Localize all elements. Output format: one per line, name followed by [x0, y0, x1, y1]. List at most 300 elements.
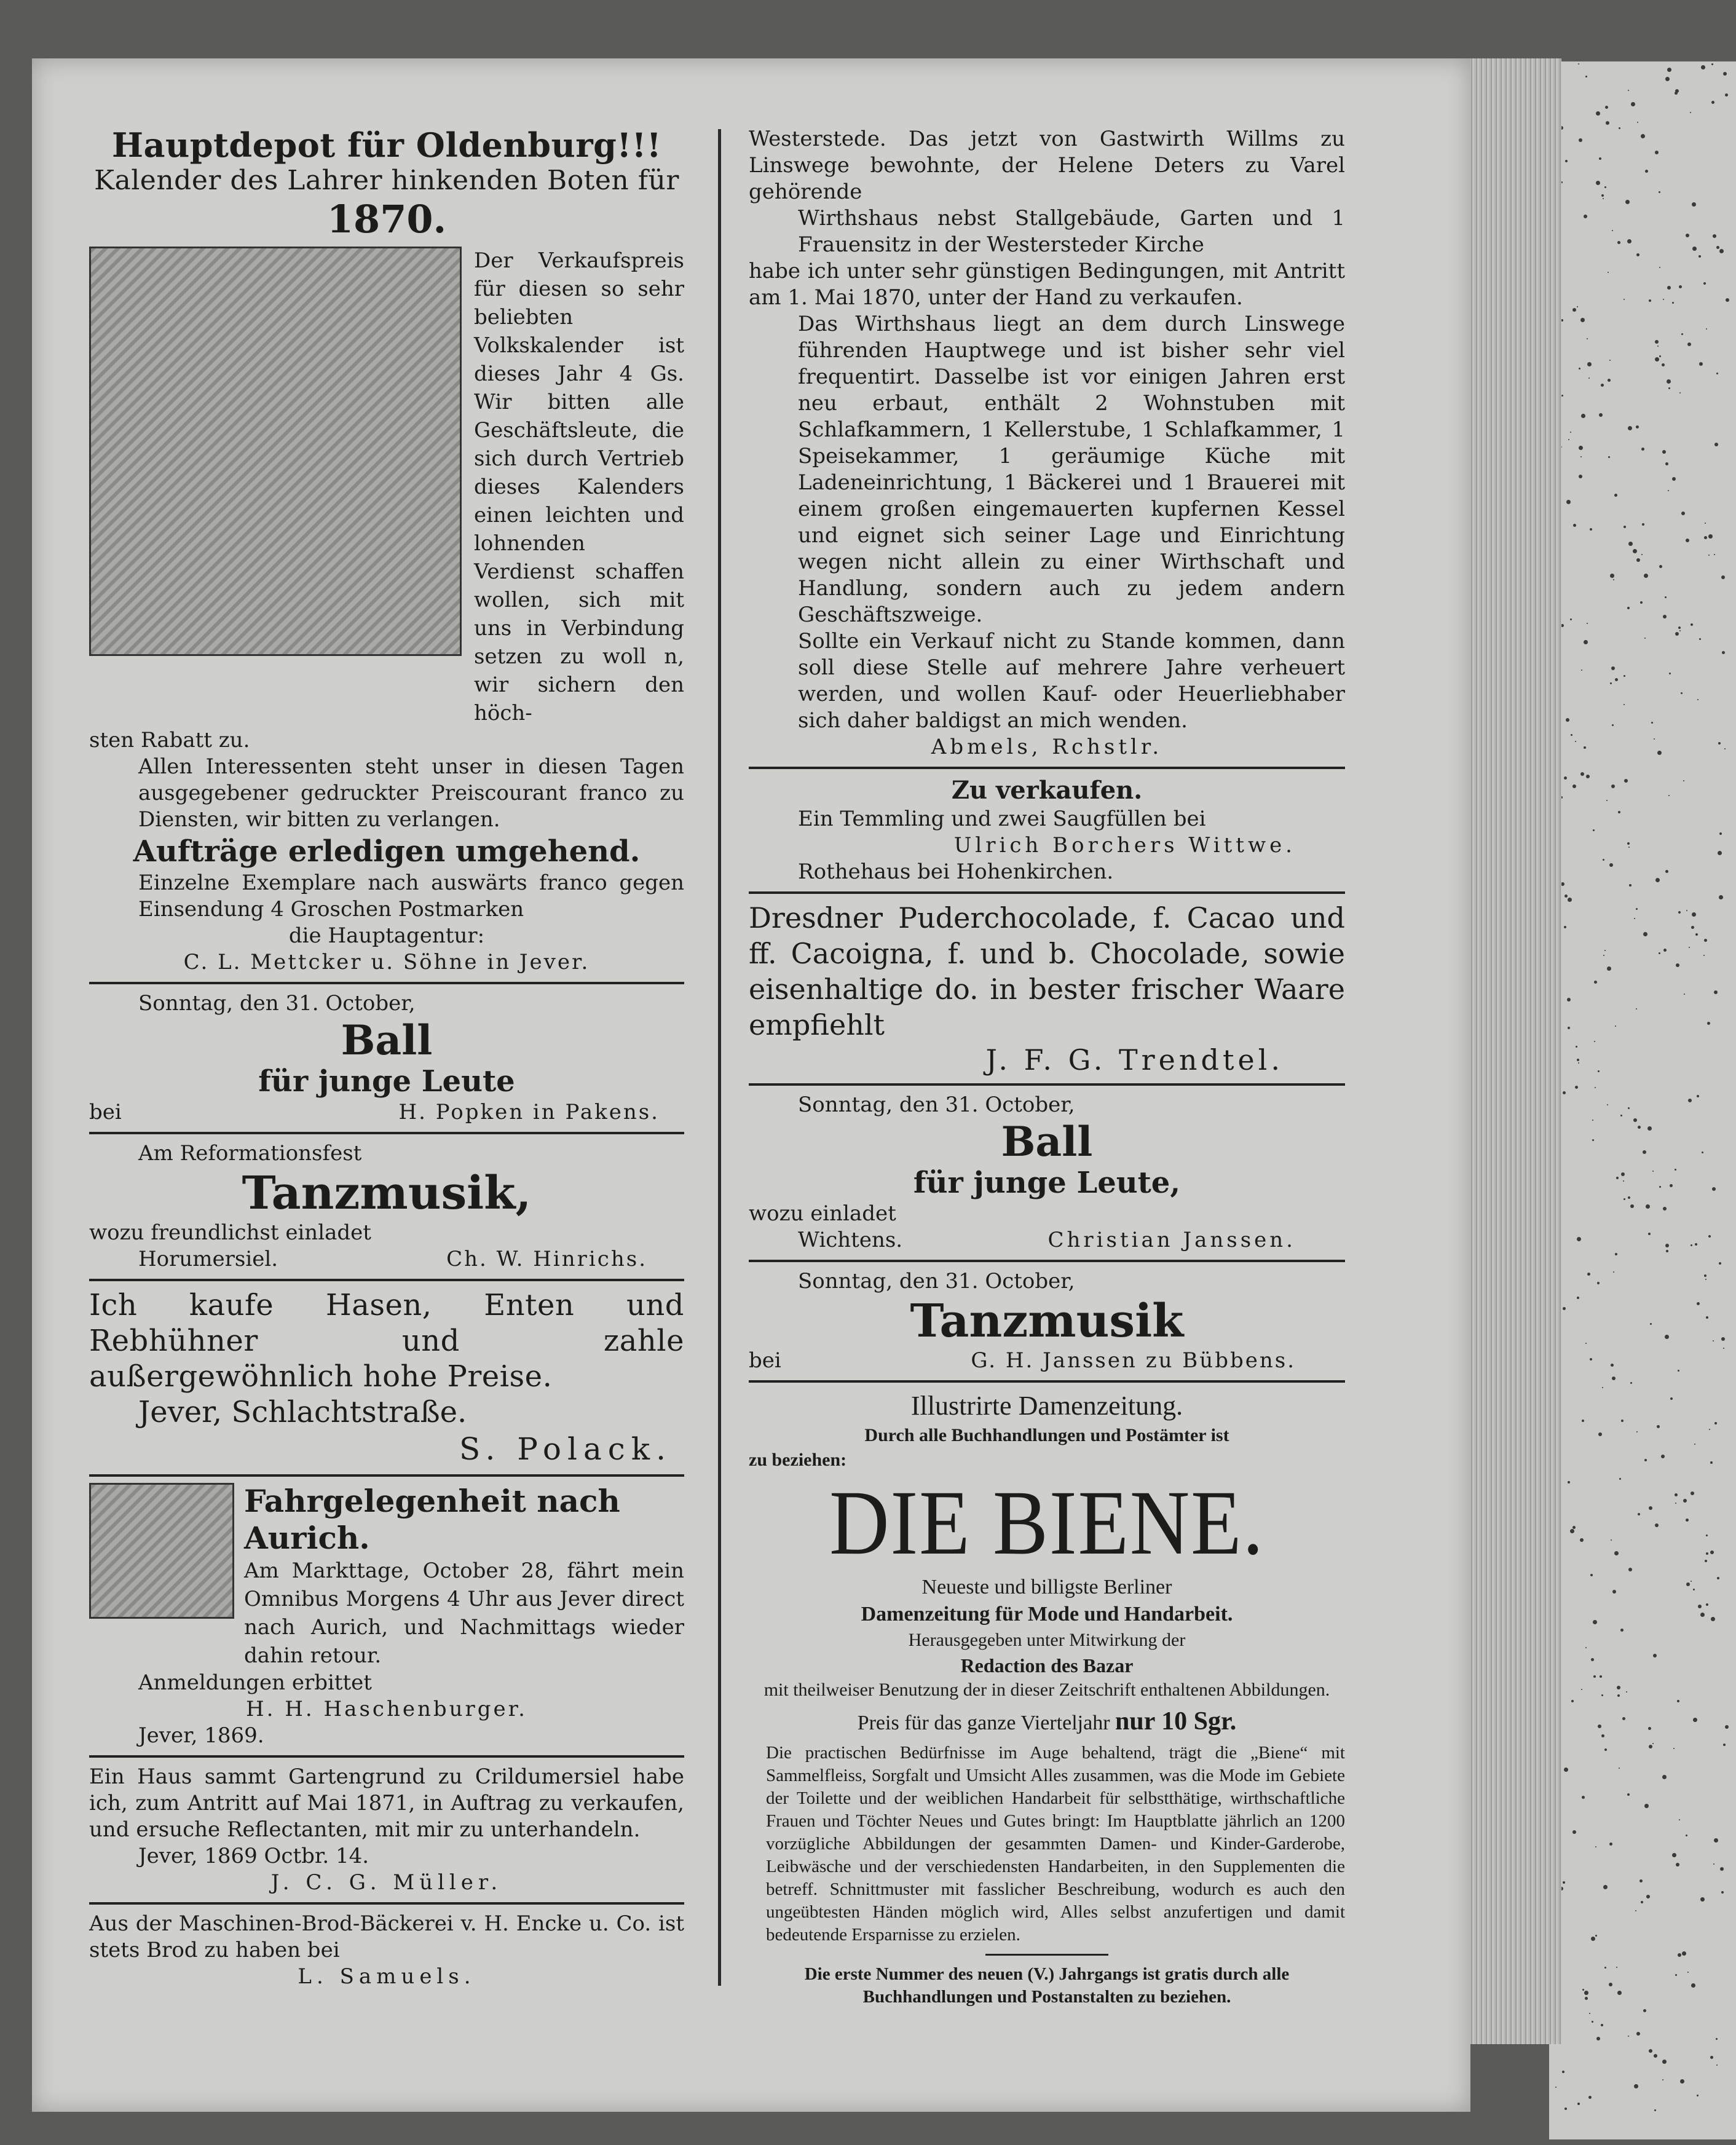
ad-zu-verkaufen [749, 775, 1345, 885]
flyleaf-speck [1580, 1538, 1584, 1542]
flyleaf-speck [1641, 134, 1645, 138]
flyleaf-speck [1709, 1429, 1710, 1430]
flyleaf-speck [1604, 186, 1606, 188]
flyleaf-speck [1595, 1087, 1596, 1088]
left-column [89, 126, 684, 1990]
flyleaf-speck [1706, 1603, 1708, 1606]
flyleaf-speck [1622, 1717, 1625, 1720]
flyleaf-speck [1603, 859, 1604, 861]
flyleaf-speck [1659, 191, 1660, 193]
flyleaf-speck [1655, 357, 1659, 361]
ad-body-2: Allen Interessenten steht unser in diesen Tagen ausgegebener gedruckter Preiscourant franco zu Diensten, wir bitten zu verlangen. [138, 754, 684, 832]
flyleaf-speck [1663, 1207, 1667, 1211]
flyleaf-speck [1644, 1804, 1649, 1808]
flyleaf-speck [1603, 198, 1604, 199]
flyleaf-speck [1668, 795, 1670, 796]
flyleaf-speck [1691, 1244, 1692, 1246]
ball-at: bei [89, 1100, 122, 1124]
column-divider [718, 129, 721, 1986]
omnibus-illustration [89, 1483, 234, 1619]
flyleaf-speck [1576, 1046, 1577, 1048]
flyleaf-speck [1609, 863, 1613, 867]
flyleaf-speck [1713, 234, 1716, 238]
rule [89, 1755, 684, 1758]
flyleaf-speck [1636, 2032, 1640, 2036]
flyleaf-speck [1708, 1235, 1711, 1238]
flyleaf-speck [1570, 432, 1571, 433]
flyleaf-speck [1714, 554, 1715, 555]
ad-tanz-left [89, 1140, 684, 1273]
ball-title: Ball [1001, 1118, 1093, 1166]
flyleaf-speck [1686, 234, 1689, 237]
ball-date: Sonntag, den 31. October, [798, 1092, 1075, 1117]
flyleaf-speck [1678, 626, 1681, 629]
flyleaf-speck [1615, 1025, 1616, 1027]
flyleaf-speck [1670, 1184, 1673, 1187]
flyleaf-speck [1579, 475, 1582, 478]
flyleaf-speck [1686, 539, 1689, 542]
flyleaf-speck [1665, 1244, 1669, 1247]
flyleaf-speck [1705, 1560, 1707, 1562]
flyleaf-speck [1723, 1348, 1724, 1349]
flyleaf-speck [1691, 1983, 1695, 1988]
flyleaf-speck [1675, 1493, 1678, 1496]
flyleaf-speck [1675, 1974, 1677, 1976]
biene-body: Die practischen Bedürfnisse im Auge behaltend, trägt die „Biene“ mit Sammelfleiss, Sorgfalt und Umsicht Alles zusammen, was die Mode im Gebiete der Toilette und der weiblichen Handarbeit für selbstthätige, wirthschaftliche Frauen und Töchter Neues und Gutes bringt: Im Hauptblatte jährlich an 1200 vorzügliche Abbildungen der gesammten Damen- und Kinder-Garderobe, Leibwäsche und der verschiedensten Handarbeiten, in den Supplementen die betreff. Schnittmuster mit fasslicher Beschreibung, wodurch es auch den ungeübtesten Händen möglich wird, Alles selbst anzufertigen und damit bedeutende Ersparnisse zu erzielen. [766, 1743, 1345, 1945]
ad-headline: Aufträge erledigen umgehend. [133, 834, 641, 869]
flyleaf-speck [1624, 299, 1625, 300]
flyleaf-speck [1590, 1358, 1592, 1361]
flyleaf-speck [1711, 1617, 1715, 1621]
flyleaf-speck [1692, 202, 1696, 207]
rule [749, 891, 1345, 894]
flyleaf-speck [1675, 92, 1678, 95]
flyleaf-speck [1593, 1675, 1596, 1678]
flyleaf-speck [1663, 615, 1667, 618]
flyleaf-speck [1628, 90, 1629, 91]
flyleaf-speck [1681, 692, 1683, 694]
flyleaf-speck [1587, 362, 1592, 366]
flyleaf-speck [1636, 425, 1639, 429]
biene-footer: Die erste Nummer des neuen (V.) Jahrgangs ist gratis durch alle Buchhandlungen und Postanstalten zu beziehen. [804, 1964, 1290, 2007]
flyleaf-speck [1598, 1724, 1601, 1728]
flyleaf-speck [1689, 947, 1690, 948]
flyleaf-speck [1628, 847, 1630, 848]
flyleaf-speck [1687, 342, 1691, 346]
flyleaf-speck [1630, 1204, 1634, 1208]
choco-signature: J. F. G. Trendtel. [985, 1043, 1284, 1076]
flyleaf-speck [1582, 1796, 1585, 1799]
flyleaf-speck [1602, 1387, 1603, 1388]
flyleaf-speck [1704, 939, 1707, 942]
flyleaf-speck [1654, 2054, 1657, 2058]
flyleaf-speck [1668, 387, 1670, 389]
flyleaf-speck [1613, 1271, 1614, 1273]
flyleaf-speck [1592, 1120, 1593, 1121]
wirts-p5: Sollte ein Verkauf nicht zu Stande kommen, dann soll diese Stelle auf mehrere Jahre verheuert werden, und wollen Kauf- oder Heuerliebhaber sich daher baldigst an mich wenden. [798, 629, 1345, 733]
flyleaf-speck [1641, 554, 1643, 555]
flyleaf-speck [1563, 1881, 1565, 1884]
flyleaf-speck [1691, 623, 1693, 626]
flyleaf-speck [1651, 722, 1653, 724]
haus-signature: J. C. G. Müller. [270, 1870, 503, 1895]
flyleaf-speck [1593, 829, 1595, 831]
biene-price-label: Preis für das ganze Vierteljahr [857, 1712, 1110, 1734]
ad-wirthshaus [749, 126, 1345, 760]
ad-ball-right [749, 1092, 1345, 1254]
biene-sub5: mit theilweiser Benutzung der in dieser Zeitschrift enthaltenen Abbildungen. [763, 1680, 1330, 1700]
flyleaf-speck [1721, 1337, 1725, 1341]
flyleaf-speck [1667, 286, 1671, 290]
hasen-signature: S. Polack. [459, 1431, 672, 1467]
flyleaf-speck [1595, 1935, 1597, 1937]
flyleaf-speck [1641, 448, 1644, 451]
flyleaf-speck [1614, 1551, 1619, 1555]
flyleaf-speck [1697, 1095, 1699, 1097]
page-edges [1469, 58, 1561, 2044]
flyleaf-speck [1657, 751, 1662, 755]
ad-subtitle: Kalender des Lahrer hinkenden Boten für [94, 165, 679, 196]
right-column [749, 126, 1345, 2009]
flyleaf-speck [1612, 230, 1613, 231]
flyleaf-speck [1591, 1658, 1594, 1661]
ad-body-beside: Der Verkaufspreis für diesen so sehr beliebten Volkskalender ist dieses Jahr 4 Gs. Wir bitten alle Geschäftsleute, die sich durch Vertrieb dieses Kalenders einen leichten und lohnenden Verdienst schaffen wollen, sich mit uns in Verbindung setzen zu woll n, wir sichern den höch- [474, 248, 684, 725]
tanz-title: Tanzmusik, [242, 1167, 532, 1220]
flyleaf-speck [1628, 1196, 1630, 1199]
flyleaf-speck [1603, 1885, 1608, 1889]
flyleaf-speck [1675, 632, 1679, 636]
flyleaf-speck [1624, 704, 1625, 705]
flyleaf-speck [1683, 780, 1684, 781]
flyleaf-speck [1604, 1748, 1607, 1751]
flyleaf-speck [1612, 1590, 1616, 1594]
ad-hauptdepot [89, 126, 684, 976]
flyleaf-speck [1564, 1768, 1568, 1772]
flyleaf-speck [1628, 542, 1633, 546]
flyleaf-speck [1683, 1499, 1687, 1503]
flyleaf-speck [1611, 1364, 1614, 1367]
flyleaf-speck [1706, 1535, 1708, 1536]
flyleaf-speck [1661, 1455, 1665, 1458]
flyleaf-speck [1608, 272, 1609, 273]
flyleaf-speck [1577, 1237, 1581, 1241]
flyleaf-speck [1681, 512, 1685, 515]
ad-tanz-right [749, 1268, 1345, 1374]
tanz-invite: wozu freundlichst einladet [89, 1220, 371, 1245]
flyleaf-speck [1609, 360, 1611, 361]
flyleaf-speck [1599, 157, 1601, 160]
flyleaf-speck [1721, 1891, 1724, 1894]
choco-text: Dresdner Puderchocolade, f. Cacao und ff. Cacoigna, f. und b. Chocolade, sowie eisenhaltige do. in bester frischer Waare empfiehlt [749, 901, 1345, 1041]
flyleaf-speck [1585, 1997, 1588, 2000]
flyleaf-speck [1627, 1793, 1630, 1796]
flyleaf-speck [1573, 524, 1576, 527]
rule [985, 1954, 1108, 1956]
tanz-place: Horumersiel. [138, 1247, 278, 1271]
flyleaf-speck [1594, 981, 1597, 984]
flyleaf-speck [1703, 955, 1705, 956]
ad-fahrgelegenheit [89, 1483, 684, 1749]
flyleaf-speck [1691, 926, 1694, 929]
flyleaf-speck [1655, 340, 1659, 344]
ball-subtitle: für junge Leute, [913, 1166, 1181, 1200]
flyleaf-speck [1713, 1340, 1714, 1341]
flyleaf-speck [1666, 1250, 1668, 1252]
ball-host: Christian Janssen. [1048, 1228, 1296, 1252]
flyleaf-speck [1710, 2056, 1713, 2059]
flyleaf-speck [1650, 1323, 1652, 1325]
flyleaf-speck [1581, 670, 1582, 671]
flyleaf-speck [1617, 1686, 1620, 1689]
flyleaf-speck [1611, 784, 1615, 788]
flyleaf-speck [1585, 1647, 1587, 1648]
ball-title: Ball [341, 1016, 433, 1064]
flyleaf-speck [1665, 462, 1668, 465]
flyleaf-speck [1582, 1420, 1584, 1422]
flyleaf-speck [1649, 2049, 1652, 2053]
flyleaf-speck [1626, 1691, 1627, 1693]
flyleaf-speck [1710, 1461, 1713, 1464]
flyleaf-speck [1587, 338, 1588, 339]
flyleaf-speck [1601, 1734, 1604, 1737]
haus-text: Ein Haus sammt Gartengrund zu Crildumersiel habe ich, zum Antritt auf Mai 1871, in Auftrag zu verkaufen, und ersuche Reflectanten, mit mir zu unterhandeln. [89, 1764, 684, 1842]
flyleaf-speck [1591, 1937, 1595, 1941]
biene-line1b: zu beziehen: [749, 1450, 847, 1470]
flyleaf-speck [1684, 993, 1685, 995]
flyleaf-speck [1601, 384, 1604, 387]
flyleaf-speck [1596, 181, 1600, 185]
fahr-signature: H. H. Haschenburger. [246, 1697, 527, 1721]
flyleaf-speck [1624, 1198, 1625, 1200]
flyleaf-speck [1628, 1107, 1630, 1109]
flyleaf-speck [1617, 241, 1620, 244]
flyleaf-speck [1572, 784, 1576, 788]
flyleaf-speck [1642, 523, 1644, 526]
wirts-signature: Abmels, Rchstlr. [931, 735, 1163, 759]
fahr-title: Fahrgelegenheit nach Aurich. [244, 1483, 620, 1556]
flyleaf-speck [1568, 1481, 1570, 1483]
verk-text: Ein Temmling und zwei Saugfüllen bei [798, 807, 1206, 831]
flyleaf-speck [1619, 1768, 1620, 1769]
ad-signature: C. L. Mettcker u. Söhne in Jever. [183, 950, 590, 974]
flyleaf-speck [1579, 368, 1580, 369]
flyleaf-speck [1585, 1343, 1587, 1344]
flyleaf-speck [1638, 1126, 1641, 1129]
flyleaf-speck [1722, 651, 1725, 654]
flyleaf-speck [1716, 2038, 1718, 2040]
fahr-place: Jever, 1869. [138, 1723, 264, 1748]
biene-sub4: Redaction des Bazar [960, 1654, 1134, 1677]
flyleaf-speck [1615, 1253, 1617, 1255]
flyleaf-speck [1577, 306, 1578, 307]
flyleaf-speck [1629, 884, 1631, 887]
flyleaf-speck [1699, 362, 1703, 366]
flyleaf-speck [1700, 1897, 1705, 1902]
flyleaf-speck [1675, 1169, 1676, 1171]
flyleaf-speck [1568, 898, 1572, 902]
flyleaf-speck [1710, 1550, 1714, 1554]
flyleaf-speck [1688, 1099, 1692, 1102]
flyleaf-speck [1672, 1853, 1676, 1857]
ad-year: 1870. [326, 197, 447, 242]
flyleaf-speck [1595, 1846, 1596, 1847]
haus-date: Jever, 1869 Octbr. 14. [138, 1844, 369, 1868]
fahr-body-2: Anmeldungen erbittet [138, 1670, 372, 1695]
flyleaf-speck [1678, 1953, 1681, 1957]
flyleaf-speck [1704, 536, 1707, 539]
flyleaf-speck [1695, 933, 1698, 936]
flyleaf-speck [1607, 966, 1611, 971]
flyleaf-speck [1589, 2013, 1590, 2014]
flyleaf-speck [1623, 1180, 1624, 1182]
flyleaf-speck [1568, 1027, 1570, 1029]
flyleaf-speck [1587, 1273, 1590, 1276]
flyleaf-speck [1635, 1910, 1636, 1911]
flyleaf-speck [1692, 912, 1696, 917]
flyleaf-speck [1719, 895, 1723, 899]
wirts-p1: Westerstede. Das jetzt von Gastwirth Willms zu Linswege bewohnte, der Helene Deters zu Varel gehörende [749, 127, 1345, 204]
ad-die-biene [749, 1389, 1345, 2009]
flyleaf-speck [1711, 101, 1714, 104]
flyleaf-speck [1609, 1843, 1612, 1846]
flyleaf-speck [1699, 638, 1701, 640]
brod-text: Aus der Maschinen-Brod-Bäckerei v. H. Encke u. Co. ist stets Brod zu haben bei [89, 1911, 684, 1962]
rule [749, 1083, 1345, 1086]
flyleaf-speck [1659, 952, 1660, 954]
flyleaf-speck [1578, 63, 1579, 65]
flyleaf-speck [1646, 1204, 1650, 1209]
ad-body-3: Einzelne Exemplare nach auswärts franco gegen Einsendung 4 Groschen Postmarken [138, 871, 684, 922]
flyleaf-speck [1646, 1895, 1650, 1898]
flyleaf-speck [1682, 1951, 1686, 1956]
flyleaf-speck [1677, 1700, 1679, 1702]
flyleaf-speck [1648, 1233, 1651, 1235]
flyleaf-speck [1655, 151, 1659, 154]
ad-agency: die Hauptagentur: [288, 923, 485, 948]
flyleaf-speck [1706, 1316, 1708, 1319]
flyleaf-speck [1641, 1901, 1643, 1903]
flyleaf-speck [1719, 832, 1722, 835]
flyleaf-speck [1714, 1838, 1718, 1843]
flyleaf-speck [1654, 738, 1655, 740]
flyleaf-speck [1659, 267, 1660, 268]
brod-signature: L. Samuels. [298, 1964, 476, 1989]
flyleaf-speck [1680, 2079, 1684, 2084]
flyleaf-speck [1633, 549, 1637, 553]
flyleaf-speck [1724, 748, 1726, 749]
flyleaf-speck [1617, 1991, 1622, 1995]
flyleaf-speck [1639, 1879, 1643, 1882]
flyleaf-speck [1714, 443, 1718, 446]
flyleaf-speck [1592, 2021, 1593, 2023]
flyleaf-speck [1706, 1552, 1708, 1555]
flyleaf-speck [1605, 106, 1608, 109]
flyleaf-speck [1570, 1529, 1574, 1533]
flyleaf-speck [1686, 910, 1687, 911]
flyleaf-speck [1697, 699, 1699, 700]
ball-place: Wichtens. [798, 1228, 903, 1252]
flyleaf-speck [1610, 682, 1612, 684]
verk-place: Rothehaus bei Hohenkirchen. [798, 859, 1114, 884]
flyleaf-speck [1714, 990, 1718, 994]
flyleaf-speck [1725, 1725, 1729, 1729]
wirts-p3: habe ich unter sehr günstigen Bedingungen, mit Antritt am 1. Mai 1870, unter der Hand zu verkaufen. [749, 259, 1345, 310]
flyleaf-speck [1694, 1444, 1695, 1445]
flyleaf-speck [1668, 490, 1669, 491]
flyleaf-speck [1723, 72, 1727, 76]
flyleaf-speck [1636, 253, 1639, 256]
flyleaf-speck [1652, 1743, 1654, 1744]
flyleaf-speck [1596, 111, 1600, 116]
flyleaf-speck [1676, 1863, 1679, 1867]
flyleaf-speck [1580, 456, 1582, 457]
flyleaf-speck [1702, 1152, 1703, 1153]
flyleaf-speck [1624, 675, 1625, 677]
flyleaf-speck [1628, 1568, 1632, 1571]
flyleaf-speck [1584, 640, 1588, 644]
flyleaf-speck [1606, 800, 1608, 801]
flyleaf-speck [1611, 1539, 1612, 1541]
flyleaf-speck [1655, 1523, 1659, 1527]
flyleaf-speck [1614, 494, 1617, 497]
flyleaf-speck [1706, 328, 1707, 330]
flyleaf-speck [1701, 65, 1705, 69]
flyleaf-speck [1598, 1432, 1602, 1436]
flyleaf-speck [1718, 851, 1722, 855]
flyleaf-speck [1663, 299, 1664, 300]
flyleaf-speck [1601, 1694, 1603, 1696]
flyleaf-speck [1604, 950, 1606, 951]
flyleaf-speck [1665, 596, 1667, 598]
flyleaf-speck [1564, 2107, 1567, 2110]
flyleaf-speck [1580, 318, 1585, 322]
flyleaf-speck [1600, 1675, 1602, 1678]
flyleaf-speck [1652, 1171, 1654, 1172]
flyleaf-speck [1575, 741, 1576, 742]
flyleaf-speck [1603, 955, 1604, 956]
flyleaf-speck [1581, 414, 1585, 418]
biene-sub2: Damenzeitung für Mode und Handarbeit. [861, 1603, 1233, 1626]
flyleaf-speck [1636, 908, 1638, 910]
ad-body-after: sten Rabatt zu. [89, 728, 250, 753]
rule [89, 1132, 684, 1134]
flyleaf-speck [1686, 1835, 1687, 1836]
flyleaf-speck [1659, 565, 1662, 568]
flyleaf-speck [1655, 878, 1660, 882]
flyleaf-speck [1594, 1041, 1595, 1042]
flyleaf-speck [1616, 1967, 1617, 1968]
flyleaf-speck [1585, 76, 1587, 77]
flyleaf-speck [1627, 607, 1630, 609]
flyleaf-speck [1659, 1186, 1661, 1188]
ad-brod [89, 1911, 684, 1990]
flyleaf-speck [1665, 77, 1670, 81]
flyleaf-speck [1679, 630, 1681, 631]
flyleaf-speck [1695, 1243, 1697, 1246]
tanz-host: G. H. Janssen zu Bübbens. [971, 1348, 1296, 1373]
speckled-flyleaf [1549, 61, 1736, 2139]
rule [89, 1902, 684, 1905]
flyleaf-speck [1679, 1819, 1680, 1820]
flyleaf-speck [1621, 1172, 1625, 1176]
flyleaf-speck [1624, 526, 1626, 528]
flyleaf-speck [1654, 2109, 1656, 2111]
flyleaf-speck [1612, 1377, 1616, 1380]
flyleaf-speck [1563, 1091, 1566, 1094]
woodcut-illustration [89, 247, 462, 656]
flyleaf-speck [1647, 1126, 1652, 1131]
flyleaf-speck [1692, 247, 1697, 251]
